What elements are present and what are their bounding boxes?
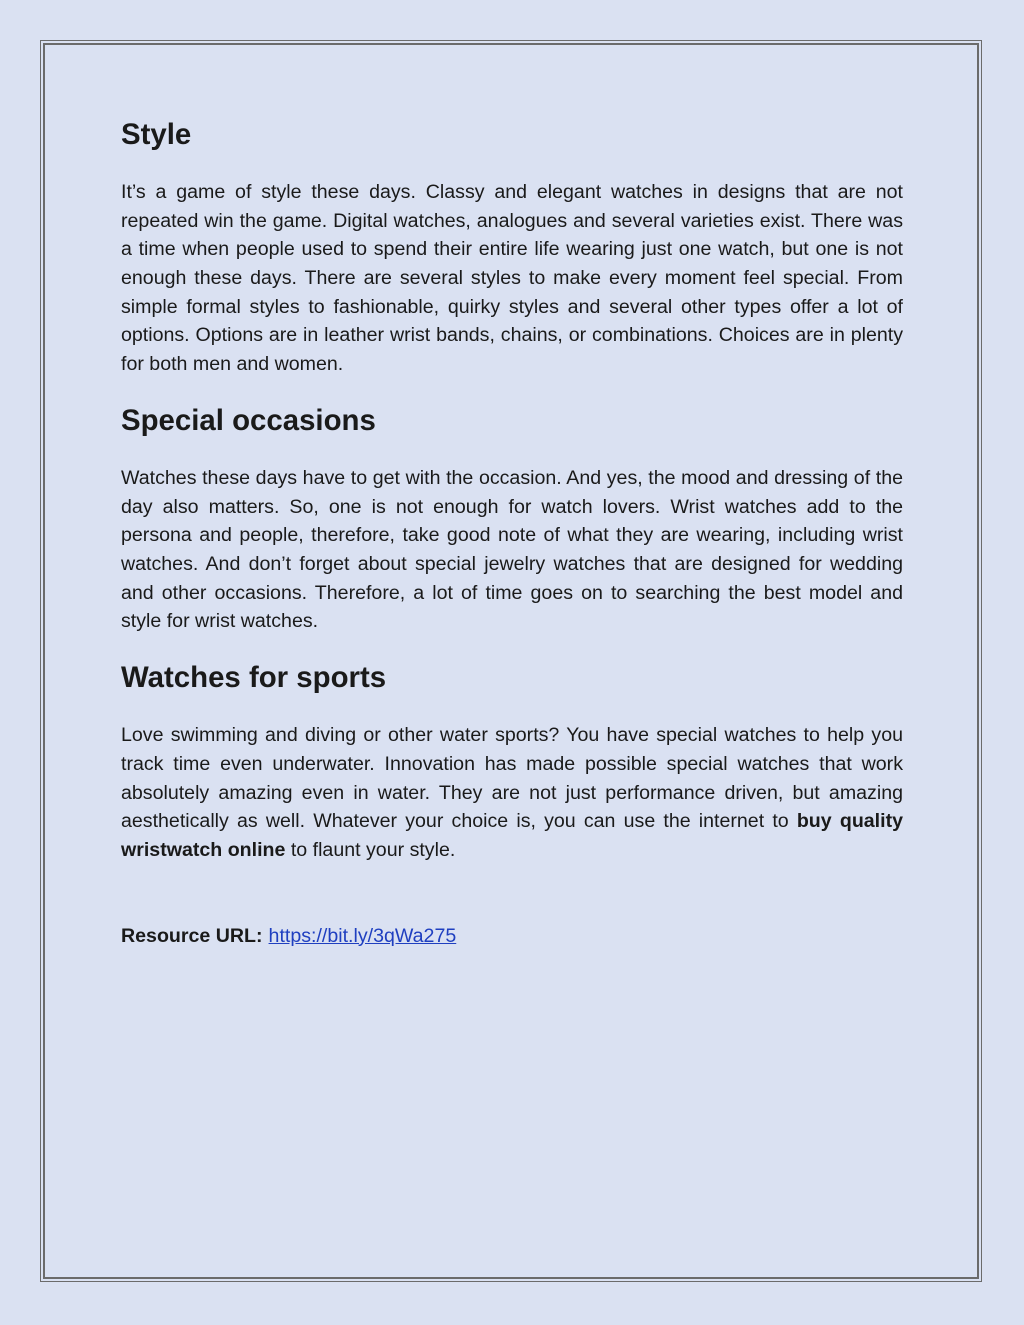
heading-style: Style bbox=[121, 118, 192, 151]
heading-watches-for-sports: Watches for sports bbox=[121, 661, 387, 695]
paragraph-sports-text-end: to flaunt your style. bbox=[285, 838, 456, 861]
resource-label: Resource URL: bbox=[121, 924, 263, 947]
resource-line bbox=[121, 922, 903, 951]
heading-special-occasions: Special occasions bbox=[121, 403, 376, 437]
resource-link[interactable]: https://bit.ly/3qWa275 bbox=[268, 924, 457, 947]
paragraph-special-occasions: Watches these days have to get with the occasion. And yes, the mood and dressing of the day also matters. So, one is not enough for watch lovers. Wrist watches add to the persona and people, therefore, take good note of what they are wearing, including wrist watches. And don’t forget about special jewelry watches that are designed for wedding and other occasions. Therefore, a lot of time goes on to searching the best model and style for wrist watches. bbox=[121, 467, 903, 633]
paragraph-sports-bold-phrase: buy quality wristwatch online bbox=[121, 810, 903, 861]
paragraph-style: It’s a game of style these days. Classy and elegant watches in designs that are not repeated win the game. Digital watches, analogues and several varieties exist. There was a time when people used to spend their entire life wearing just one watch, but one is not enough these days. There are several styles to make every moment feel special. From simple formal styles to fashionable, quirky styles and several other types offer a lot of options. Options are in leather wrist bands, chains, or combinations. Choices are in plenty for both men and women. bbox=[121, 181, 903, 375]
paragraph-watches-for-sports bbox=[121, 721, 903, 864]
paragraph-sports-text-start: Love swimming and diving or other water sports? You have special watches to help you track time even underwater. Innovation has made possible special watches that work absolutely amazing even in water. They are not just performance driven, but amazing aesthetically as well. Whatever your choice is, you can use the internet to bbox=[121, 724, 903, 833]
document-body bbox=[121, 118, 903, 950]
